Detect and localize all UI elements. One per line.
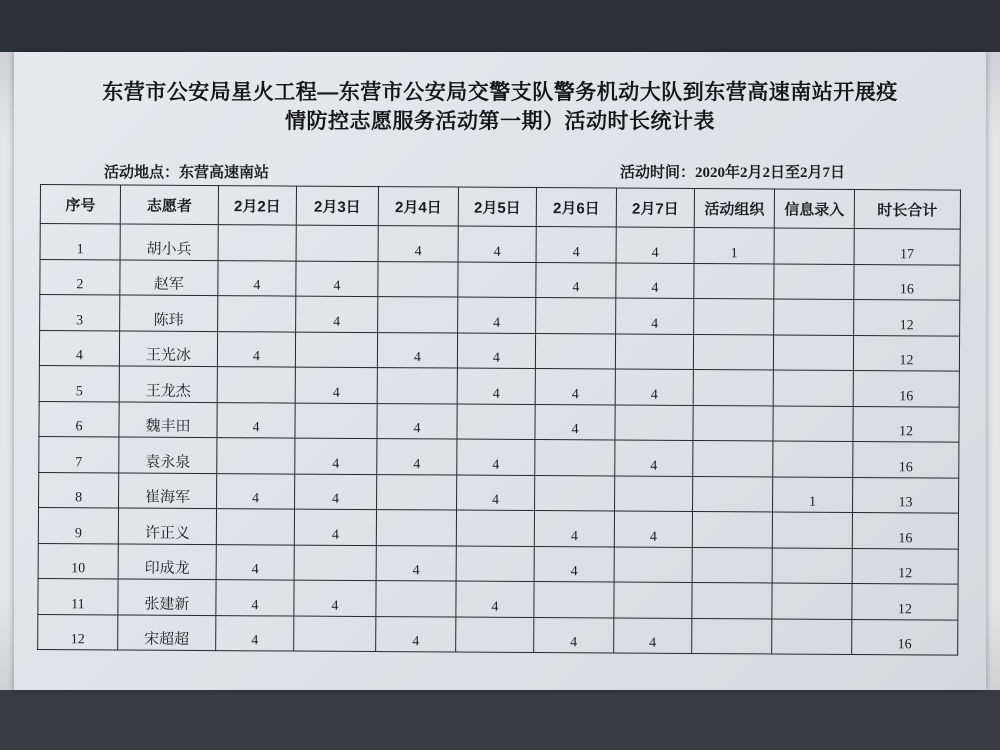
row-number-cell: 9 (38, 507, 118, 543)
row-number-cell: 6 (39, 401, 119, 437)
hours-cell: 4 (615, 440, 693, 476)
volunteer-name-cell: 王龙杰 (119, 366, 217, 402)
table-row (39, 401, 959, 442)
hours-cell (458, 262, 536, 298)
hours-cell: 4 (217, 473, 295, 509)
hours-cell (692, 511, 772, 547)
hours-cell: 4 (614, 618, 692, 654)
hours-cell: 4 (614, 511, 692, 547)
hours-cell: 4 (294, 509, 376, 545)
hours-cell (456, 617, 534, 653)
hours-cell (377, 474, 457, 510)
volunteer-name-cell: 许正义 (118, 508, 216, 544)
hours-cell: 4 (295, 367, 377, 403)
hours-cell (615, 334, 693, 370)
hours-cell: 4 (296, 296, 378, 332)
hours-cell (772, 583, 852, 619)
hours-cell (376, 510, 456, 546)
hours-cell: 4 (534, 511, 614, 547)
table-header-row (40, 185, 960, 230)
total-hours-cell: 12 (853, 335, 959, 371)
hours-cell (295, 332, 377, 368)
hours-cell: 4 (376, 616, 456, 652)
hours-cell (773, 441, 853, 477)
row-number-cell: 10 (38, 543, 118, 579)
hours-cell (772, 547, 852, 583)
header-cell: 活动组织 (694, 188, 774, 227)
hours-cell: 4 (377, 332, 457, 368)
volunteer-name-cell: 张建新 (118, 579, 216, 615)
table-row (40, 295, 960, 336)
hours-cell: 4 (296, 261, 378, 297)
row-number-cell: 12 (38, 614, 118, 650)
hours-cell (614, 582, 692, 618)
total-hours-cell: 16 (853, 441, 959, 477)
hours-cell: 4 (457, 368, 535, 404)
hours-cell (535, 333, 615, 369)
hours-cell (378, 261, 458, 297)
hours-cell (772, 512, 852, 548)
table-row (39, 436, 959, 477)
hours-cell: 1 (773, 476, 853, 512)
total-hours-cell: 16 (853, 370, 959, 406)
hours-cell (216, 509, 294, 545)
hours-cell (378, 297, 458, 333)
volunteer-name-cell: 魏丰田 (119, 401, 217, 437)
hours-cell (693, 476, 773, 512)
total-hours-cell: 12 (852, 548, 958, 584)
hours-cell (693, 440, 773, 476)
table-row (38, 543, 958, 584)
hours-cell: 4 (616, 227, 694, 263)
header-cell: 2月4日 (378, 187, 458, 226)
hours-cell (693, 405, 773, 441)
volunteer-name-cell: 袁永泉 (119, 437, 217, 473)
row-number-cell: 2 (40, 259, 120, 295)
volunteer-name-cell: 崔海军 (119, 472, 217, 508)
hours-cell (773, 370, 853, 406)
hours-cell: 4 (615, 369, 693, 405)
hours-cell (217, 367, 295, 403)
table-row (39, 472, 959, 513)
activity-time: 活动时间：2020年2月2日至2月7日 (620, 165, 846, 181)
hours-cell (772, 618, 852, 654)
hours-cell: 4 (536, 227, 616, 263)
hours-cell: 4 (457, 439, 535, 475)
hours-cell: 4 (295, 438, 377, 474)
hours-cell (774, 228, 854, 264)
total-hours-cell: 12 (852, 583, 958, 619)
hours-cell (692, 582, 772, 618)
row-number-cell: 8 (39, 472, 119, 508)
hours-cell (615, 405, 693, 441)
hours-cell (376, 581, 456, 617)
hours-cell: 4 (457, 475, 535, 511)
header-cell: 2月6日 (536, 188, 616, 227)
hours-cell (294, 616, 376, 652)
hours-cell: 4 (536, 262, 616, 298)
hours-cell (535, 440, 615, 476)
hours-cell (774, 263, 854, 299)
header-cell: 2月2日 (218, 186, 296, 225)
hours-cell (774, 299, 854, 335)
volunteer-name-cell: 赵军 (120, 259, 218, 295)
hours-cell: 4 (616, 263, 694, 299)
hours-cell: 4 (377, 439, 457, 475)
volunteer-name-cell: 陈玮 (120, 295, 218, 331)
volunteer-hours-table (37, 184, 961, 656)
hours-cell (693, 369, 773, 405)
hours-cell: 4 (376, 545, 456, 581)
hours-cell: 4 (217, 402, 295, 438)
activity-location: 活动地点：东营高速南站 (104, 165, 270, 181)
hours-cell (295, 403, 377, 439)
volunteer-name-cell: 王光冰 (119, 330, 217, 366)
hours-cell (535, 475, 615, 511)
hours-cell: 4 (378, 226, 458, 262)
hours-cell (773, 405, 853, 441)
hours-cell: 4 (295, 474, 377, 510)
total-hours-cell: 12 (854, 299, 960, 335)
hours-cell (457, 404, 535, 440)
hours-cell (615, 476, 693, 512)
document-title-line-2: 情防控志愿服务活动第一期）活动时长统计表 (285, 110, 715, 133)
hours-cell (773, 334, 853, 370)
hours-cell: 4 (458, 226, 536, 262)
hours-cell (692, 547, 772, 583)
header-cell: 2月7日 (616, 188, 694, 227)
hours-cell (456, 510, 534, 546)
hours-cell: 4 (535, 369, 615, 405)
hours-cell (217, 438, 295, 474)
hours-cell (692, 618, 772, 654)
header-cell: 2月3日 (296, 186, 378, 226)
hours-cell: 4 (294, 580, 376, 616)
header-cell: 信息录入 (774, 189, 854, 228)
table-row (38, 578, 958, 619)
hours-cell (218, 225, 296, 261)
hours-cell: 4 (456, 581, 534, 617)
table-row (39, 330, 959, 371)
header-cell: 时长合计 (854, 189, 960, 229)
hours-cell (694, 263, 774, 299)
hours-cell: 1 (694, 227, 774, 263)
table-row (40, 224, 960, 265)
volunteer-name-cell: 胡小兵 (120, 224, 218, 260)
hours-cell: 4 (458, 297, 536, 333)
document-title-line-1: 东营市公安局星火工程—东营市公安局交警支队警务机动大队到东营高速南站开展疫 (102, 81, 898, 104)
hours-cell (693, 334, 773, 370)
hours-cell: 4 (377, 403, 457, 439)
hours-cell (536, 298, 616, 334)
hours-cell (456, 546, 534, 582)
hours-cell (694, 298, 774, 334)
total-hours-cell: 16 (852, 619, 958, 655)
hours-cell (296, 225, 378, 261)
header-cell: 2月5日 (458, 187, 536, 226)
row-number-cell: 4 (39, 330, 119, 366)
header-cell: 序号 (40, 185, 120, 224)
hours-cell: 4 (534, 617, 614, 653)
hours-cell (614, 547, 692, 583)
total-hours-cell: 16 (852, 512, 958, 548)
table-body (38, 224, 961, 656)
hours-cell: 4 (534, 546, 614, 582)
total-hours-cell: 12 (853, 406, 959, 442)
table-row (38, 614, 958, 655)
hours-cell (218, 296, 296, 332)
hours-cell (534, 582, 614, 618)
hours-cell: 4 (216, 615, 294, 651)
row-number-cell: 1 (40, 224, 120, 260)
table-row (38, 507, 958, 548)
row-number-cell: 3 (40, 295, 120, 331)
row-number-cell: 11 (38, 578, 118, 614)
hours-cell: 4 (616, 298, 694, 334)
total-hours-cell: 13 (853, 477, 959, 513)
hours-cell: 4 (218, 260, 296, 296)
hours-cell (294, 545, 376, 581)
row-number-cell: 5 (39, 365, 119, 401)
hours-cell: 4 (457, 333, 535, 369)
hours-cell: 4 (535, 404, 615, 440)
header-cell: 志愿者 (120, 185, 218, 225)
total-hours-cell: 16 (854, 264, 960, 300)
volunteer-name-cell: 宋超超 (118, 614, 216, 650)
hours-cell: 4 (216, 580, 294, 616)
volunteer-name-cell: 印成龙 (118, 543, 216, 579)
table-row (40, 259, 960, 300)
row-number-cell: 7 (39, 436, 119, 472)
hours-cell: 4 (216, 544, 294, 580)
total-hours-cell: 17 (854, 228, 960, 264)
table-row (39, 365, 959, 406)
hours-cell (377, 368, 457, 404)
hours-cell: 4 (217, 331, 295, 367)
